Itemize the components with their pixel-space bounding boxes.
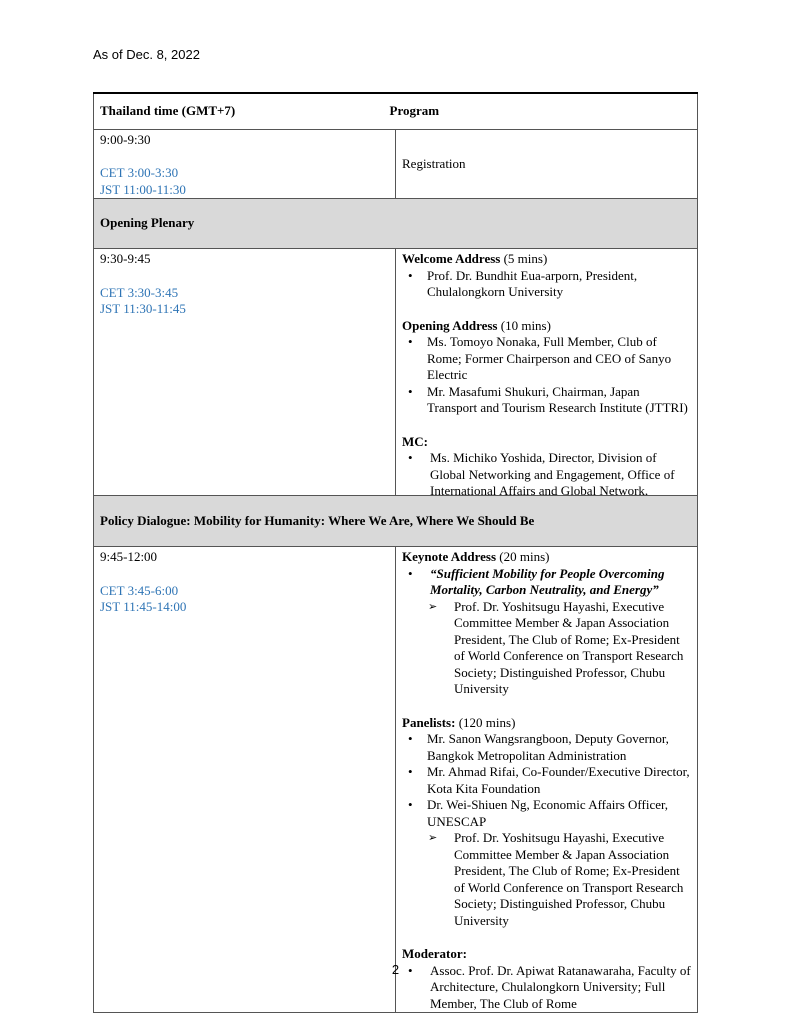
mc-heading: MC: — [402, 433, 428, 449]
keynote-speaker-list — [402, 599, 691, 698]
header-program-label: Program — [389, 103, 440, 118]
section-title-policy-dialogue: Policy Dialogue: Mobility for Humanity: Where We Are, Where We Should Be — [100, 512, 535, 528]
time-jst: JST 11:45-14:00 — [100, 599, 187, 614]
moderator-heading: Moderator: — [402, 946, 467, 961]
program-cell — [396, 249, 698, 517]
keynote-heading: Keynote Address (20 mins) — [402, 549, 550, 564]
table-header-row — [94, 93, 698, 129]
keynote-list — [402, 566, 691, 599]
section-row — [94, 199, 698, 249]
time-cell — [94, 249, 396, 517]
program-cell — [396, 129, 698, 199]
time-cet: CET 3:30-3:45 — [100, 284, 179, 300]
list-item: ➢ Prof. Dr. Yoshitsugu Hayashi, Executive Committee Member & Japan Association President, The Club of Rome; Ex-President of World Conference on Transport Research Society; Distinguished Professor, Chubu University — [402, 830, 691, 929]
welcome-speaker-list — [402, 268, 691, 301]
table-row — [94, 249, 698, 517]
opening-speaker-list — [402, 334, 691, 417]
schedule-table-policy-dialogue — [93, 495, 698, 1013]
program-cell — [396, 547, 698, 1013]
list-item: • Assoc. Prof. Dr. Apiwat Ratanawaraha, Faculty of Architecture, Chulalongkorn University; Full Member, The Club of Rome — [402, 963, 691, 1013]
list-item — [402, 566, 691, 599]
time-cell — [94, 129, 396, 199]
section-row — [94, 496, 698, 547]
section-cell — [94, 199, 698, 249]
keynote-talk-title: “Sufficient Mobility for People Overcoming Mortality, Carbon Neutrality, and Energy” — [430, 565, 665, 597]
list-item: • Ms. Michiko Yoshida, Director, Division of Global Networking and Engagement, Office of International Affairs and Global Network, Chulalongkorn University — [402, 450, 691, 516]
list-item: • Mr. Sanon Wangsrangboon, Deputy Governor, Bangkok Metropolitan Administration — [402, 731, 691, 764]
panelist-sub-list — [402, 830, 691, 929]
header-time-label: Thailand time (GMT+7) — [100, 103, 236, 118]
panelists-heading: Panelists: (120 mins) — [402, 714, 516, 730]
table-row — [94, 547, 698, 1013]
list-item: • Ms. Tomoyo Nonaka, Full Member, Club of Rome; Former Chairperson and CEO of Sanyo Electric — [402, 334, 691, 384]
list-item: ➢ Prof. Dr. Yoshitsugu Hayashi, Executive Committee Member & Japan Association President, The Club of Rome; Ex-President of World Conference on Transport Research Society; Distinguished Professor, Chubu University — [402, 599, 691, 698]
time-thailand: 9:45-12:00 — [100, 549, 158, 564]
opening-address-heading: Opening Address (10 mins) — [402, 317, 551, 333]
welcome-address-heading: Welcome Address (5 mins) — [402, 251, 548, 266]
registration-text: Registration — [402, 155, 466, 171]
time-cell — [94, 547, 396, 1013]
list-item: • Dr. Wei-Shiuen Ng, Economic Affairs Officer, UNESCAP — [402, 797, 691, 830]
time-jst: JST 11:00-11:30 — [100, 181, 186, 197]
time-cet: CET 3:45-6:00 — [100, 582, 179, 598]
page-number: 2 — [391, 962, 400, 977]
list-item: • Prof. Dr. Bundhit Eua-arporn, President, Chulalongkorn University — [402, 268, 691, 301]
time-cet: CET 3:00-3:30 — [100, 165, 179, 180]
time-jst: JST 11:30-11:45 — [100, 301, 186, 316]
list-item: • Mr. Masafumi Shukuri, Chairman, Japan Transport and Tourism Research Institute (JTTRI) — [402, 384, 691, 417]
section-title-opening-plenary: Opening Plenary — [100, 215, 195, 231]
document-date-note: As of Dec. 8, 2022 — [93, 47, 200, 62]
table-header-cell — [94, 93, 698, 129]
panelist-list — [402, 731, 691, 830]
schedule-table-opening — [93, 92, 698, 517]
time-thailand: 9:00-9:30 — [100, 131, 151, 147]
section-cell — [94, 496, 698, 547]
table-row — [94, 129, 698, 199]
time-thailand: 9:30-9:45 — [100, 251, 151, 266]
list-item: • Mr. Ahmad Rifai, Co-Founder/Executive Director, Kota Kita Foundation — [402, 764, 691, 797]
